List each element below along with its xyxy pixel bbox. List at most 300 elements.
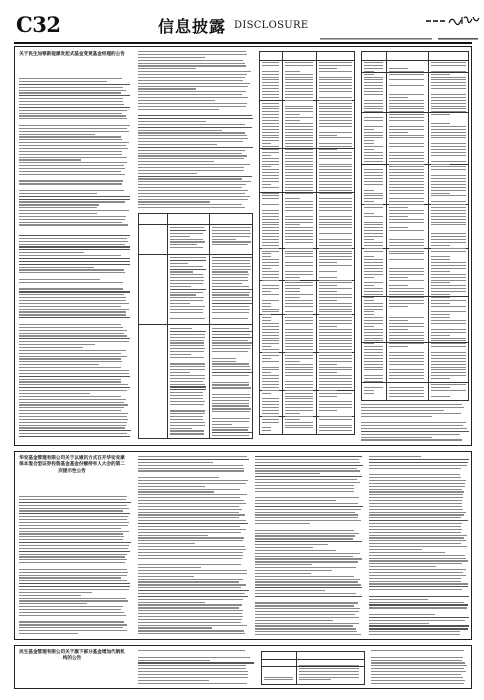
text-line	[369, 592, 469, 593]
text-line	[431, 317, 450, 318]
text-line	[285, 193, 313, 194]
text-line	[389, 143, 424, 144]
text-line	[364, 172, 383, 173]
text-line	[138, 161, 214, 162]
text-line	[389, 169, 424, 170]
text-line	[389, 120, 424, 121]
text-line	[389, 175, 424, 176]
text-line	[170, 280, 204, 281]
text-line	[431, 343, 466, 344]
text-line	[170, 407, 206, 408]
text-line	[264, 677, 293, 678]
text-line	[371, 668, 464, 669]
text-line	[262, 77, 279, 78]
text-line	[212, 241, 251, 242]
text-line	[170, 375, 205, 376]
text-line	[285, 198, 300, 199]
text-line	[361, 434, 460, 435]
text-line	[285, 222, 313, 223]
text-line	[138, 158, 244, 159]
text-line	[285, 427, 313, 428]
text-line	[170, 289, 206, 290]
text-line	[299, 677, 359, 678]
text-line	[364, 311, 374, 312]
text-line	[364, 297, 374, 298]
text-line	[262, 401, 279, 402]
issue-date-glyphs	[438, 37, 478, 41]
text-line	[369, 474, 460, 475]
text-line	[371, 677, 463, 678]
text-line	[431, 74, 450, 75]
text-line	[212, 289, 252, 290]
text-line	[19, 252, 84, 253]
text-line	[364, 256, 374, 257]
text-line	[389, 326, 424, 327]
text-line	[138, 627, 212, 628]
text-line	[170, 386, 206, 387]
text-line	[19, 430, 131, 431]
text-line	[19, 165, 124, 166]
text-line	[369, 578, 461, 579]
text-line	[364, 103, 383, 104]
text-line	[285, 303, 313, 304]
text-line	[389, 71, 424, 72]
text-line	[285, 227, 313, 228]
text-line	[138, 491, 214, 492]
text-line	[212, 429, 248, 430]
text-line	[319, 193, 352, 194]
text-line	[212, 294, 249, 295]
text-line	[364, 82, 383, 83]
text-line	[319, 349, 352, 350]
text-line	[212, 394, 250, 395]
text-line	[371, 650, 464, 651]
text-line	[364, 329, 383, 330]
text-line	[170, 363, 205, 364]
text-line	[319, 367, 352, 368]
text-line	[285, 387, 313, 388]
text-line	[138, 514, 245, 515]
text-line	[212, 303, 252, 304]
text-line	[361, 437, 432, 438]
text-line	[364, 126, 383, 127]
text-line	[138, 190, 248, 191]
text-line	[19, 577, 121, 578]
text-line	[19, 347, 83, 348]
text-line	[389, 239, 424, 240]
text-line	[285, 265, 313, 266]
text-line	[431, 146, 466, 147]
text-line	[19, 633, 78, 634]
text-line	[364, 77, 383, 78]
text-line	[319, 384, 352, 385]
text-line	[212, 351, 248, 352]
text-line	[262, 413, 279, 414]
text-line	[364, 117, 383, 118]
text-line	[369, 497, 463, 498]
text-line	[431, 210, 466, 211]
text-line	[319, 317, 352, 318]
text-line	[285, 416, 313, 417]
text-line	[431, 126, 466, 127]
text-line	[431, 222, 466, 223]
text-line	[262, 422, 279, 423]
text-line	[255, 579, 360, 580]
text-line	[262, 103, 279, 104]
text-line	[19, 330, 127, 331]
text-line	[431, 288, 466, 289]
text-line	[431, 332, 466, 333]
text-line	[262, 106, 279, 107]
text-line	[431, 375, 466, 376]
text-line	[364, 207, 383, 208]
text-line	[319, 332, 352, 333]
text-line	[138, 91, 246, 92]
text-line	[138, 54, 247, 55]
text-line	[285, 79, 313, 80]
text-line	[431, 256, 450, 257]
text-line	[285, 65, 313, 66]
text-line	[389, 340, 424, 341]
text-line	[262, 120, 279, 121]
text-line	[170, 413, 205, 414]
text-line	[255, 493, 363, 494]
text-line	[19, 148, 128, 149]
text-line	[212, 358, 236, 359]
text-line	[262, 338, 279, 339]
text-line	[262, 85, 279, 86]
text-line	[285, 137, 313, 138]
text-line	[19, 416, 127, 417]
text-line	[138, 181, 251, 182]
text-line	[364, 309, 383, 310]
text-line	[285, 274, 313, 275]
text-line	[212, 236, 250, 237]
text-line	[364, 355, 383, 356]
text-line	[262, 294, 279, 295]
text-line	[255, 488, 354, 489]
text-line	[255, 470, 360, 471]
text-line	[369, 503, 462, 504]
text-line	[255, 576, 354, 577]
text-line	[19, 171, 121, 172]
text-line	[138, 671, 248, 672]
text-line	[431, 236, 466, 237]
text-line	[19, 425, 126, 426]
text-line	[364, 282, 383, 283]
text-line	[369, 477, 461, 478]
text-line	[138, 193, 245, 194]
text-line	[364, 120, 383, 121]
text-line	[319, 68, 337, 69]
text-column	[371, 650, 469, 686]
text-line	[364, 265, 383, 266]
text-line	[262, 410, 279, 411]
text-line	[138, 543, 195, 544]
text-line	[255, 503, 358, 504]
text-line	[19, 162, 127, 163]
text-line	[319, 396, 337, 397]
text-line	[319, 323, 352, 324]
text-line	[319, 343, 352, 344]
text-line	[138, 529, 246, 530]
text-line	[19, 592, 92, 593]
text-line	[371, 665, 467, 666]
text-line	[285, 346, 313, 347]
text-line	[431, 245, 450, 246]
text-line	[138, 207, 245, 208]
text-line	[138, 68, 196, 69]
text-line	[319, 265, 352, 266]
text-line	[170, 266, 203, 267]
text-line	[262, 88, 279, 89]
text-line	[285, 158, 313, 159]
editor-credit	[426, 19, 446, 24]
text-line	[138, 473, 249, 474]
text-line	[19, 519, 127, 520]
text-line	[19, 569, 127, 570]
text-line	[138, 97, 248, 98]
text-line	[19, 95, 130, 96]
text-line	[138, 653, 254, 654]
text-line	[389, 172, 424, 173]
text-line	[170, 340, 204, 341]
text-line	[262, 137, 279, 138]
text-line	[389, 274, 424, 275]
text-line	[19, 572, 128, 573]
text-line	[369, 549, 422, 550]
text-line	[212, 286, 249, 287]
text-line	[364, 65, 383, 66]
text-line	[19, 81, 107, 82]
text-line	[212, 269, 251, 270]
text-line	[364, 204, 383, 205]
text-line	[431, 132, 466, 133]
text-line	[431, 201, 466, 202]
text-line	[138, 497, 240, 498]
text-line	[285, 352, 313, 353]
text-line	[285, 372, 313, 373]
text-line	[389, 161, 424, 162]
text-line	[285, 271, 313, 272]
text-line	[262, 227, 279, 228]
text-line	[170, 398, 203, 399]
text-line	[170, 381, 203, 382]
text-line	[170, 328, 192, 329]
text-line	[364, 71, 374, 72]
text-line	[319, 364, 337, 365]
text-line	[431, 372, 466, 373]
text-line	[138, 132, 245, 133]
text-line	[19, 177, 131, 178]
text-line	[364, 335, 383, 336]
text-line	[364, 300, 374, 301]
text-line	[389, 79, 424, 80]
text-line	[19, 199, 130, 200]
text-line	[19, 87, 123, 88]
text-line	[262, 74, 279, 75]
table-cell	[212, 328, 252, 436]
text-line	[255, 544, 328, 545]
text-line	[255, 465, 363, 466]
text-line	[389, 372, 424, 373]
text-line	[138, 127, 252, 128]
text-line	[212, 239, 236, 240]
text-line	[255, 526, 363, 527]
text-line	[262, 210, 279, 211]
text-line	[138, 155, 247, 156]
text-line	[431, 338, 466, 339]
text-line	[431, 242, 466, 243]
text-line	[319, 375, 352, 376]
text-line	[369, 512, 466, 513]
text-line	[285, 317, 313, 318]
text-line	[319, 352, 352, 353]
table-row-divider	[260, 60, 354, 61]
text-line	[389, 146, 424, 147]
text-line	[431, 123, 450, 124]
text-line	[170, 306, 205, 307]
text-line	[285, 94, 313, 95]
text-line	[285, 123, 313, 124]
text-line	[319, 62, 352, 63]
table-cell	[212, 257, 252, 322]
text-line	[364, 323, 383, 324]
text-line	[285, 88, 313, 89]
manager-info-table	[138, 213, 253, 439]
text-line	[138, 537, 244, 538]
text-line	[285, 340, 313, 341]
text-line	[364, 193, 383, 194]
text-line	[138, 63, 245, 64]
text-line	[361, 407, 464, 408]
text-line	[364, 245, 383, 246]
editor-credit-glyphs	[426, 19, 446, 23]
text-line	[369, 620, 465, 621]
text-line	[389, 227, 408, 228]
text-line	[255, 602, 358, 603]
text-line	[285, 320, 313, 321]
text-line	[364, 343, 374, 344]
text-line	[19, 134, 95, 135]
text-line	[138, 549, 246, 550]
text-line	[138, 65, 246, 66]
text-line	[364, 352, 383, 353]
text-line	[19, 559, 127, 560]
text-line	[262, 187, 279, 188]
text-line	[431, 175, 466, 176]
text-line	[255, 491, 354, 492]
text-line	[138, 489, 240, 490]
text-line	[255, 611, 359, 612]
text-line	[262, 166, 271, 167]
text-line	[19, 618, 131, 619]
text-line	[170, 241, 205, 242]
text-line	[431, 387, 450, 388]
text-line	[19, 282, 123, 283]
text-line	[319, 256, 352, 257]
text-line	[138, 494, 247, 495]
text-line	[389, 306, 408, 307]
text-line	[285, 262, 313, 263]
text-line	[364, 274, 383, 275]
text-line	[262, 114, 279, 115]
text-line	[364, 358, 383, 359]
text-line	[170, 428, 192, 429]
text-line	[431, 277, 466, 278]
text-line	[138, 187, 242, 188]
text-line	[319, 262, 337, 263]
text-line	[262, 161, 279, 162]
text-line	[319, 358, 352, 359]
text-line	[319, 390, 337, 391]
text-line	[19, 630, 127, 631]
text-line	[19, 583, 130, 584]
text-line	[389, 248, 424, 249]
text-line	[19, 222, 122, 223]
text-line	[389, 335, 424, 336]
text-line	[319, 155, 352, 156]
text-line	[255, 567, 356, 568]
text-line	[285, 149, 313, 150]
text-line	[19, 381, 121, 382]
text-line	[19, 367, 121, 368]
text-line	[364, 198, 383, 199]
text-line	[319, 393, 352, 394]
text-line	[19, 508, 129, 509]
text-line	[19, 246, 130, 247]
text-line	[262, 175, 279, 176]
text-line	[262, 416, 279, 417]
text-line	[285, 140, 313, 141]
text-line	[170, 369, 205, 370]
text-line	[19, 419, 128, 420]
text-line	[389, 320, 408, 321]
text-line	[319, 427, 352, 428]
text-line	[364, 387, 383, 388]
text-line	[138, 552, 243, 553]
text-line	[255, 593, 356, 594]
text-line	[364, 132, 383, 133]
text-line	[319, 314, 352, 315]
text-line	[364, 291, 383, 292]
text-line	[19, 399, 126, 400]
text-column	[138, 456, 249, 636]
text-line	[19, 562, 125, 563]
text-line	[138, 115, 252, 116]
text-line	[19, 439, 131, 440]
text-line	[389, 178, 424, 179]
sales-agency-table	[261, 651, 365, 685]
text-line	[262, 169, 279, 170]
text-line	[364, 222, 383, 223]
text-line	[319, 82, 352, 83]
text-line	[255, 500, 336, 501]
text-line	[319, 201, 352, 202]
text-line	[319, 285, 337, 286]
text-line	[431, 184, 466, 185]
text-line	[262, 108, 279, 109]
text-line	[389, 364, 424, 365]
text-line	[212, 363, 249, 364]
text-line	[431, 390, 466, 391]
text-line	[364, 190, 374, 191]
text-line	[285, 242, 313, 243]
text-line	[389, 114, 424, 115]
text-line	[262, 245, 279, 246]
table-row-divider	[362, 60, 468, 61]
text-line	[262, 355, 279, 356]
